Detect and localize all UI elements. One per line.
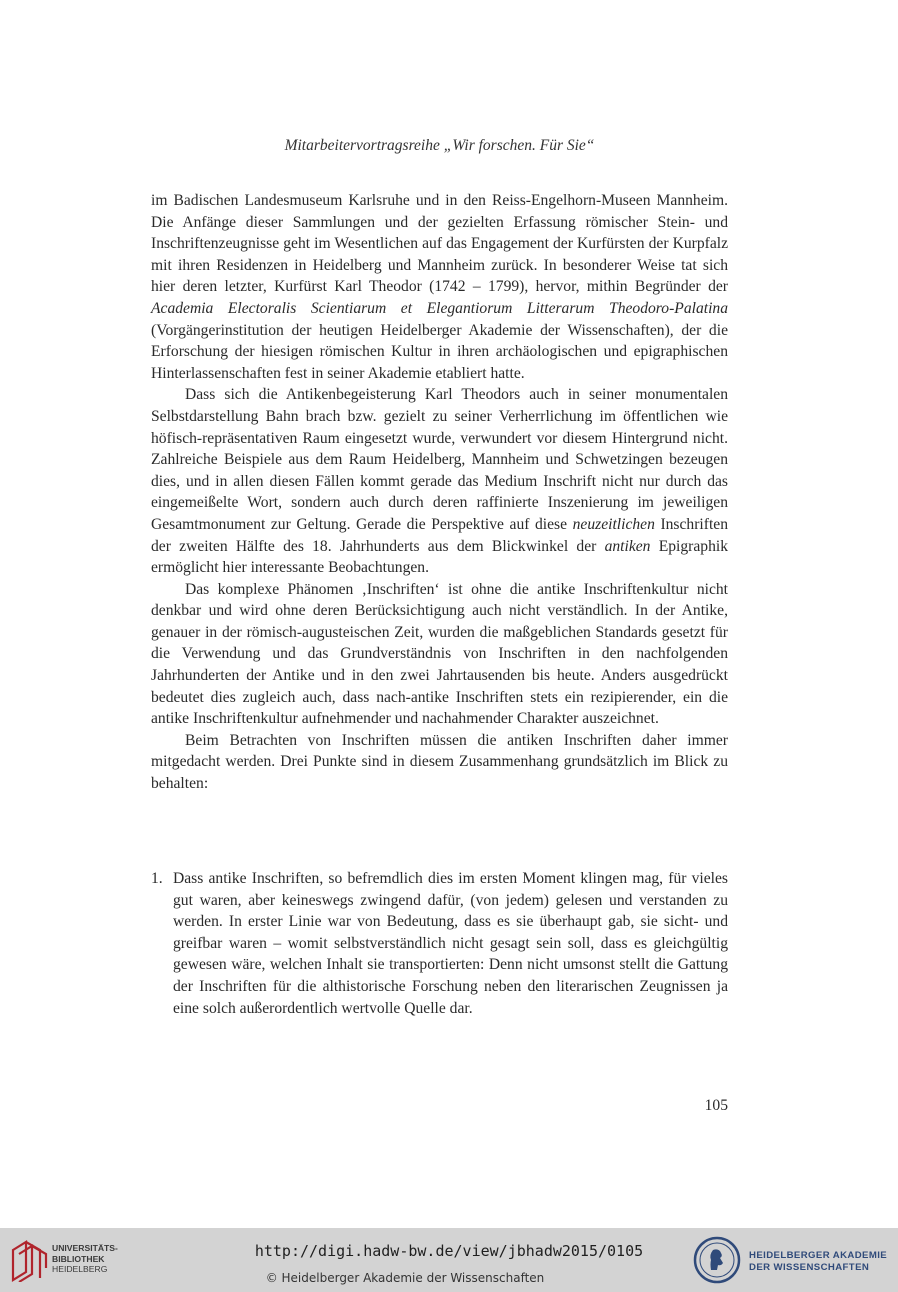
list-item-number: 1. (151, 870, 163, 887)
academy-seal-icon (693, 1236, 741, 1284)
university-library-name: UNIVERSITÄTS- BIBLIOTHEK HEIDELBERG (52, 1243, 118, 1274)
document-url-link[interactable]: http://digi.hadw-bw.de/view/jbhadw2015/0105 (254, 1242, 644, 1260)
page-number: 105 (704, 1097, 728, 1114)
academy-name: HEIDELBERGER AKADEMIE DER WISSENSCHAFTEN (749, 1250, 888, 1273)
italic-text: neuzeitlichen (572, 515, 655, 533)
paragraph (151, 190, 728, 384)
paragraph (151, 384, 728, 578)
academy-logo[interactable] (693, 1236, 893, 1286)
body-text (151, 190, 728, 795)
text-segment: (Vorgängerinstitution der heutigen Heidelberger Akademie der Wissenschaften), der die Erforschung der hiesigen römischen Kultur in ihren archäologischen und epigraphischen Hinterlassenschaften fest in seiner Akademie etabliert hatte. (151, 321, 728, 382)
text-segment: Epigraphik ermöglicht hier interessante Beobachtungen. (151, 537, 729, 577)
text-segment: im Badischen Landesmuseum Karlsruhe und in den Reiss-Engelhorn-Museen Mannheim. Die Anfänge dieser Sammlungen und der gezielten Erfassung römischer Stein- und Inschriftenzeugnisse geht im Wesentlichen auf das Engagement der Kurfürsten der Kurpfalz mit ihren Residenzen in Heidelberg und Mannheim zurück. In besonderer Weise tat sich hier deren letzter, Kurfürst Karl Theodor (1742 – 1799), hervor, mithin Begründer der (151, 192, 728, 296)
footer-bar (0, 1228, 898, 1292)
text-segment: Das komplexe Phänomen ‚Inschriften‘ ist ohne die antike Inschriftenkultur nicht denkbar und wird ohne deren Berücksichtigung auch nicht verständlich. In der Antike, genauer in der römisch-augusteischen Zeit, wurden die maßgeblichen Standards gesetzt für die Verwendung und das Grundverständnis von Inschriften in den nachfolgenden Jahrhunderten der Antike und in den zwei Jahrtausenden bis heute. Anders ausgedrückt bedeutet dies zugleich auch, dass nach-antike Inschriften stets ein rezipierender, ein die antike Inschriftenkultur aufnehmender und nachahmender Charakter auszeichnet. (151, 580, 728, 728)
italic-text: antiken (604, 537, 651, 555)
text-segment: Dass sich die Antikenbegeisterung Karl Theodors auch in seiner monumentalen Selbstdarstellung Bahn brach bzw. gezielt zu seiner Verherrlichung im öffentlichen wie höfisch-repräsentativen Raum eingesetzt wurde, verwundert vor diesem Hintergrund nicht. Zahlreiche Beispiele aus dem Raum Heidelberg, Mannheim und Schwetzingen bezeugen dies, und in allen diesen Fällen kommt gerade das Medium Inschrift nicht nur durch das eingemeißelte Wort, sondern auch durch deren raffinierte Inszenierung im jeweiligen Gesamtmonument zur Geltung. Gerade die Perspektive auf diese (151, 386, 728, 533)
numbered-list-item (151, 868, 728, 1019)
running-head: Mitarbeitervortragsreihe „Wir forschen. Für Sie“ (284, 137, 595, 154)
paragraph (151, 579, 728, 730)
text-segment: Inschriften der zweiten Hälfte des 18. Jahrhunderts aus dem Blickwinkel der (151, 515, 728, 555)
text-segment: Beim Betrachten von Inschriften müssen die antiken Inschriften daher immer mitgedacht werden. Drei Punkte sind in diesem Zusammenhang grundsätzlich im Blick zu behalten: (151, 731, 728, 793)
copyright-notice: © Heidelberger Akademie der Wissenschaften (265, 1271, 545, 1285)
italic-text: Academia Electoralis Scientiarum et Elegantiorum Litterarum Theodoro-Palatina (151, 299, 728, 317)
paragraph (151, 730, 728, 795)
list-item-text: Dass antike Inschriften, so befremdlich dies im ersten Moment klingen mag, für vieles gut waren, aber keineswegs zwingend dafür, (von jedem) gelesen und verstanden zu werden. In erster Linie war von Bedeutung, dass es sie überhaupt gab, sie sicht- und greifbar waren – womit selbstverständlich nicht gesagt sein soll, dass es gleichgültig gewesen wäre, welchen Inhalt sie transportierten: Denn nicht umsonst stellt die Gattung der Inschriften für die althistorische Forschung neben den literarischen Zeugnissen ja eine solch außerordentlich wertvolle Quelle dar. (173, 870, 728, 1017)
